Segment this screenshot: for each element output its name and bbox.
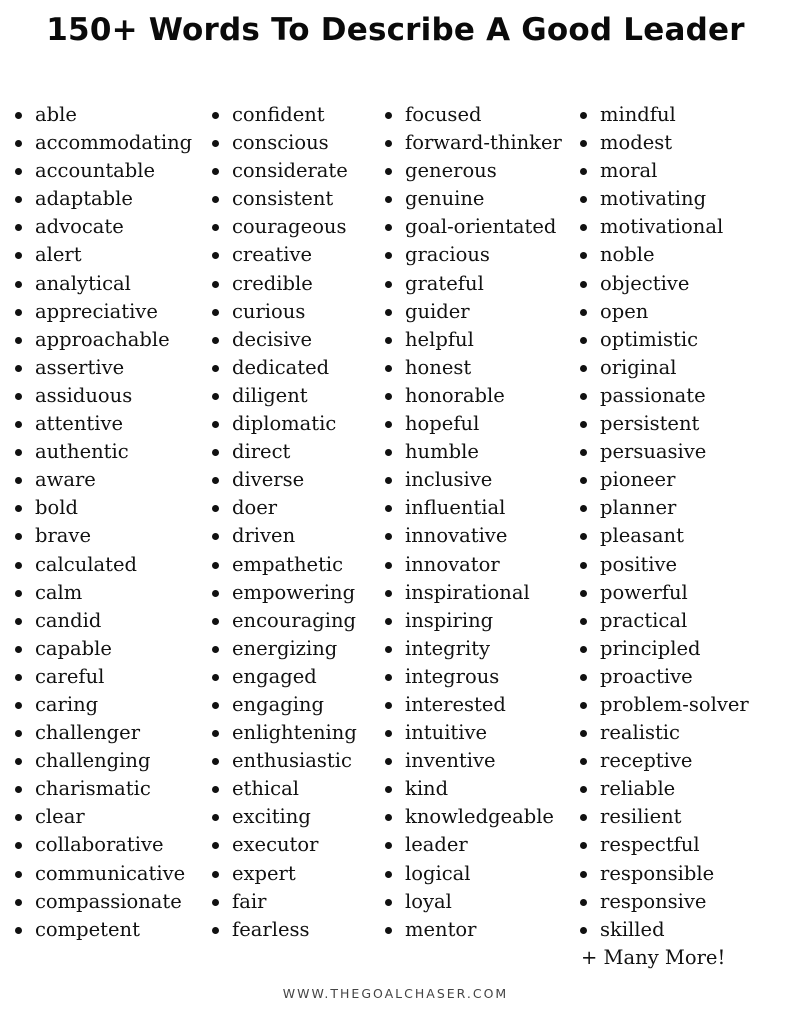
- word-item: inclusive: [383, 466, 562, 494]
- word-item: confident: [210, 101, 357, 129]
- word-item: diplomatic: [210, 410, 357, 438]
- word-item: clear: [13, 803, 192, 831]
- word-item: intuitive: [383, 719, 562, 747]
- word-item: assiduous: [13, 382, 192, 410]
- word-item: appreciative: [13, 298, 192, 326]
- word-item: assertive: [13, 354, 192, 382]
- word-item: proactive: [578, 663, 749, 691]
- word-item: conscious: [210, 129, 357, 157]
- word-item: objective: [578, 270, 749, 298]
- word-item: leader: [383, 831, 562, 859]
- word-item: honorable: [383, 382, 562, 410]
- word-item: aware: [13, 466, 192, 494]
- word-item: calm: [13, 579, 192, 607]
- page-title: 150+ Words To Describe A Good Leader: [46, 12, 745, 48]
- word-item: candid: [13, 607, 192, 635]
- word-item: compassionate: [13, 888, 192, 916]
- word-item: positive: [578, 551, 749, 579]
- word-item: caring: [13, 691, 192, 719]
- word-item: diligent: [210, 382, 357, 410]
- word-item: planner: [578, 494, 749, 522]
- word-item: powerful: [578, 579, 749, 607]
- word-item: motivating: [578, 185, 749, 213]
- word-item: fair: [210, 888, 357, 916]
- word-item: modest: [578, 129, 749, 157]
- word-item: analytical: [13, 270, 192, 298]
- word-item: advocate: [13, 213, 192, 241]
- word-item: moral: [578, 157, 749, 185]
- word-item: realistic: [578, 719, 749, 747]
- word-item: inspirational: [383, 579, 562, 607]
- word-item: practical: [578, 607, 749, 635]
- word-item: curious: [210, 298, 357, 326]
- word-item: integrity: [383, 635, 562, 663]
- word-item: motivational: [578, 213, 749, 241]
- word-item: inspiring: [383, 607, 562, 635]
- word-item: generous: [383, 157, 562, 185]
- word-item: ethical: [210, 775, 357, 803]
- word-item: attentive: [13, 410, 192, 438]
- word-item: kind: [383, 775, 562, 803]
- word-item: guider: [383, 298, 562, 326]
- word-item: calculated: [13, 551, 192, 579]
- word-item: passionate: [578, 382, 749, 410]
- word-item: empathetic: [210, 551, 357, 579]
- word-item: mentor: [383, 916, 562, 944]
- word-item: expert: [210, 860, 357, 888]
- word-item: bold: [13, 494, 192, 522]
- word-item: executor: [210, 831, 357, 859]
- word-item: gracious: [383, 241, 562, 269]
- word-item: approachable: [13, 326, 192, 354]
- word-item: authentic: [13, 438, 192, 466]
- word-item: grateful: [383, 270, 562, 298]
- word-item: accommodating: [13, 129, 192, 157]
- word-item: considerate: [210, 157, 357, 185]
- word-list-column-1: [13, 101, 192, 944]
- word-item: creative: [210, 241, 357, 269]
- word-list-column-4: [578, 101, 749, 944]
- word-item: charismatic: [13, 775, 192, 803]
- word-item: optimistic: [578, 326, 749, 354]
- word-item: courageous: [210, 213, 357, 241]
- word-item: fearless: [210, 916, 357, 944]
- word-item: pioneer: [578, 466, 749, 494]
- word-item: careful: [13, 663, 192, 691]
- word-item: encouraging: [210, 607, 357, 635]
- word-item: inventive: [383, 747, 562, 775]
- word-item: collaborative: [13, 831, 192, 859]
- word-item: integrous: [383, 663, 562, 691]
- word-item: interested: [383, 691, 562, 719]
- word-list-column-3: [383, 101, 562, 944]
- word-item: credible: [210, 270, 357, 298]
- word-item: resilient: [578, 803, 749, 831]
- word-item: able: [13, 101, 192, 129]
- word-item: innovative: [383, 522, 562, 550]
- word-item: challenger: [13, 719, 192, 747]
- word-item: engaged: [210, 663, 357, 691]
- word-item: enlightening: [210, 719, 357, 747]
- word-item: driven: [210, 522, 357, 550]
- word-item: skilled: [578, 916, 749, 944]
- word-item: challenging: [13, 747, 192, 775]
- word-item: doer: [210, 494, 357, 522]
- word-item: dedicated: [210, 354, 357, 382]
- word-item: receptive: [578, 747, 749, 775]
- word-item: noble: [578, 241, 749, 269]
- word-item: respectful: [578, 831, 749, 859]
- word-item: humble: [383, 438, 562, 466]
- word-item: exciting: [210, 803, 357, 831]
- word-item: original: [578, 354, 749, 382]
- word-item: communicative: [13, 860, 192, 888]
- word-item: influential: [383, 494, 562, 522]
- word-item: engaging: [210, 691, 357, 719]
- many-more-note: + Many More!: [581, 946, 726, 969]
- word-item: loyal: [383, 888, 562, 916]
- word-item: consistent: [210, 185, 357, 213]
- word-item: helpful: [383, 326, 562, 354]
- word-item: diverse: [210, 466, 357, 494]
- word-item: brave: [13, 522, 192, 550]
- word-item: responsible: [578, 860, 749, 888]
- word-item: persistent: [578, 410, 749, 438]
- word-item: responsive: [578, 888, 749, 916]
- word-item: competent: [13, 916, 192, 944]
- word-item: persuasive: [578, 438, 749, 466]
- footer-website: WWW.THEGOALCHASER.COM: [282, 986, 509, 1001]
- word-item: hopeful: [383, 410, 562, 438]
- word-list-column-2: [210, 101, 357, 944]
- word-item: focused: [383, 101, 562, 129]
- word-item: logical: [383, 860, 562, 888]
- word-item: reliable: [578, 775, 749, 803]
- word-item: principled: [578, 635, 749, 663]
- word-item: enthusiastic: [210, 747, 357, 775]
- word-item: innovator: [383, 551, 562, 579]
- word-item: alert: [13, 241, 192, 269]
- word-item: decisive: [210, 326, 357, 354]
- word-item: pleasant: [578, 522, 749, 550]
- word-item: direct: [210, 438, 357, 466]
- word-item: adaptable: [13, 185, 192, 213]
- word-item: mindful: [578, 101, 749, 129]
- word-item: empowering: [210, 579, 357, 607]
- word-item: accountable: [13, 157, 192, 185]
- word-item: genuine: [383, 185, 562, 213]
- word-item: knowledgeable: [383, 803, 562, 831]
- word-item: honest: [383, 354, 562, 382]
- word-item: open: [578, 298, 749, 326]
- word-item: energizing: [210, 635, 357, 663]
- word-item: capable: [13, 635, 192, 663]
- word-item: problem-solver: [578, 691, 749, 719]
- word-item: goal-orientated: [383, 213, 562, 241]
- word-item: forward-thinker: [383, 129, 562, 157]
